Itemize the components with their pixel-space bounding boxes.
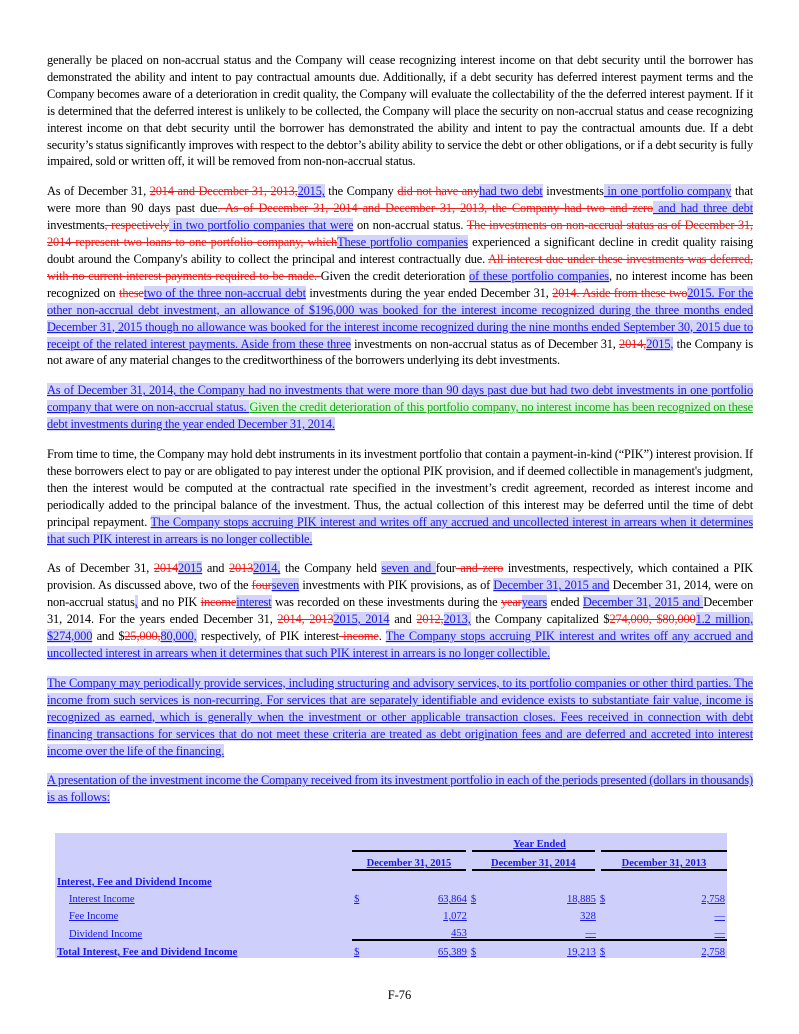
deleted-text: 2014 (153, 561, 179, 576)
inserted-text: The Company may periodically provide services, including structuring and advisory services, to its portfolio companies or other third parties. The income from such services is non-recurring. For services that are separately identifiable and evidence exists to substantiate fair value, income is recognized as earned, which is generally when the investment or other applicable transaction closes. Fees received in connection with debt financing transactions for services that do not meet these criteria are treated as debt origination fees and are deferred and accreted into interest income over the life of the financing. (47, 675, 753, 758)
paragraph-pik-holdings (47, 560, 753, 661)
document-body (47, 52, 753, 819)
inserted-text: The Company stops accruing PIK interest and writes off any accrued and uncollected interest in arrears when it determines that such PIK interest in arrears is no longer collectible. (47, 629, 753, 660)
moved-text: Given the credit deterioration of this portfolio company, no interest income has been recognized on these (249, 400, 753, 415)
deleted-text: and zero (455, 561, 504, 576)
body-text: investments (47, 218, 105, 233)
body-text: From time to time, the Company may hold debt instruments in its investment portfolio that contain a payment-in-kind (“PIK”) interest provision. If these borrowers elect to pay or are obligated to pay interest under the optional PIK provision, and if deemed collectible in management's judgment, then the interest would be computed at the contractual rate specified in the investment’s credit agreement, recorded as interest income and periodically added to the principal balance of the investment. Thus, the actual collection of this interest may be deferred until the time of debt principal repayment. (47, 447, 753, 529)
inserted-text: 2015, (297, 184, 325, 199)
inserted-text: A presentation of the investment income the Company received from its investment portfolio in each of the periods presented (dollars in thousands) is as follows: (47, 773, 753, 805)
row-label: Interest Income (69, 894, 135, 905)
inserted-text: in one portfolio company (603, 184, 732, 199)
body-text: , no interest income has been recognized on (47, 268, 753, 300)
deleted-text: . As of December 31, 2014 and December 31, 2013, the Company had two and zero (217, 201, 654, 216)
table-total-row (55, 940, 727, 958)
table-group-header-row (55, 833, 727, 851)
table-row (55, 905, 727, 922)
body-text: respectively, of PIK interest (196, 629, 339, 644)
inserted-text: seven (271, 578, 300, 593)
body-text: December 31, 2014. For the years ended December 31, (47, 595, 753, 627)
cell-value: 328 (580, 911, 596, 922)
body-text: the Company held (280, 561, 382, 576)
body-text: December 31, 2014, were on non-accrual status (47, 578, 753, 610)
inserted-text: of these portfolio companies (469, 268, 609, 283)
deleted-text: income (200, 595, 237, 610)
section-label: Interest, Fee and Dividend Income (57, 877, 212, 888)
body-text: investments during the year ended December 31, (305, 285, 553, 300)
inserted-text: 2015. For the other non-accrual debt investment, an allowance of $196,000 was booked for the interest income recognized during the three months ended December 31, 2015 though no allowance was booked for the interest income recognized during the nine months ended September 30, 2015 due to receipt of the related interest payments. Aside from these three (47, 285, 753, 351)
deleted-text: The investments on non-accrual status as of December 31, 2014 represent two loans to one portfolio company, which (47, 218, 753, 250)
cell-value: 2,758 (701, 894, 725, 905)
currency-symbol: $ (470, 894, 477, 905)
inserted-text: 2013, (443, 612, 471, 627)
inserted-text: and had three debt (653, 201, 753, 216)
cell-value: — (714, 911, 725, 922)
inserted-text: 1.2 million, $274,000 (47, 612, 754, 644)
deleted-text: income (338, 629, 379, 644)
deleted-text: All interest due under these investments was deferred, with no current interest payments required to be made. (47, 251, 753, 283)
body-text: and (202, 561, 229, 576)
table-column-header-row (55, 851, 727, 870)
body-text: and (389, 612, 417, 627)
deleted-text: 274,000, $80,000 (609, 612, 696, 627)
table-row (55, 922, 727, 940)
table-row (55, 888, 727, 905)
paragraph-table-intro (47, 772, 753, 806)
body-text: the Company (324, 184, 398, 199)
row-label: Fee Income (69, 911, 119, 922)
body-text: on non-accrual status. (353, 218, 467, 233)
currency-symbol: $ (599, 894, 606, 905)
paragraph-past-due-2014 (47, 382, 753, 433)
inserted-text: The Company stops accruing PIK interest and writes off any accrued and uncollected interest in arrears when it determines that such PIK interest in arrears is no longer collectible. (47, 514, 753, 546)
deleted-text: four (251, 578, 272, 593)
column-header-2013: December 31, 2013 (621, 858, 707, 869)
cell-value: 18,885 (567, 894, 596, 905)
paragraph-services-income (47, 675, 753, 760)
body-text: Given the credit deterioration (320, 268, 470, 283)
body-text: investments, respectively, which contained a PIK provision. As discussed above, two of the (47, 561, 754, 593)
row-label: Dividend Income (69, 929, 143, 940)
inserted-text: December 31, 2015 and (582, 595, 704, 610)
paragraph-non-accrual-policy (47, 52, 753, 170)
inserted-text: in two portfolio companies that were (169, 218, 354, 233)
deleted-text: did not have any (397, 184, 480, 199)
body-text: generally be placed on non-accrual status and the Company will cease recognizing interest income on that debt security until the borrower has demonstrated the ability and intent to pay contractual amounts due. Additionally, if a debt security has deferred interest payment terms and the Company becomes aware of a deterioration in credit quality, the Company will evaluate the collectability of the the deferred interest payment. If it is determined that the deferred interest is unlikely to be collected, the Company will place the security on non-accrual status and cease recognizing interest income on that debt security until the borrower has demonstrated the ability and intent to pay the contractual amounts due. If a debt security’s status significantly improves with respect to the debtor’s ability ability to service the debt or other obligations, or if a debt security is fully impaired, sold or written off, it will be removed from non-non-accrual status. (47, 53, 753, 169)
column-header-2015: December 31, 2015 (366, 858, 452, 869)
body-text: the Company capitalized $ (470, 612, 610, 627)
currency-symbol: $ (470, 947, 477, 958)
inserted-text: 2014, (253, 561, 281, 576)
body-text: experienced a significant decline in credit quality raising doubt around the Company's ability to collect the principal and interest contractually due. (47, 235, 754, 266)
deleted-text: 2013 (228, 561, 254, 576)
cell-value: 1,072 (443, 911, 467, 922)
inserted-text: interest (236, 595, 272, 610)
inserted-text: two of the three non-accrual debt (143, 285, 306, 300)
body-text: and $ (92, 629, 125, 644)
total-label: Total Interest, Fee and Dividend Income (57, 947, 238, 958)
paragraph-past-due-2015 (47, 183, 753, 369)
deleted-text: 2014, 2013 (277, 612, 334, 627)
body-text: the Company is not aware of any material changes to the creditworthiness of the borrowers underlying its debt investments. (47, 336, 753, 368)
body-text: four (435, 561, 456, 576)
inserted-text: debt investments during the year ended December 31, 2014. (47, 417, 335, 432)
page-number: F-76 (387, 988, 412, 1002)
paragraph-pik-policy (47, 446, 753, 547)
deleted-text: , respectively (104, 218, 170, 233)
table-section-row (55, 870, 727, 888)
body-text: that were more than 90 days past due (47, 184, 753, 216)
currency-symbol: $ (354, 894, 360, 905)
body-text: and no PIK (137, 595, 201, 610)
total-value: 2,758 (701, 947, 725, 958)
inserted-text: had two debt (479, 184, 543, 199)
deleted-text: 25,000, (124, 629, 161, 644)
deleted-text: 2014. Aside from these two (552, 285, 688, 300)
body-text: was recorded on these investments during the (271, 595, 501, 610)
inserted-text: 2015 (178, 561, 203, 576)
column-header-2014: December 31, 2014 (491, 858, 576, 869)
inserted-text: 80,000, (160, 629, 197, 644)
investment-income-table (55, 833, 727, 958)
cell-value: — (714, 928, 725, 939)
currency-symbol: $ (599, 947, 606, 958)
total-value: 65,389 (437, 947, 467, 958)
inserted-text: December 31, 2015 and (493, 578, 610, 593)
inserted-text: 2015, (646, 336, 674, 351)
body-text: As of December 31, (47, 184, 150, 199)
body-text: investments with PIK provisions, as of (299, 578, 494, 593)
deleted-text: 2014, (619, 336, 647, 351)
deleted-text: 2012, (416, 612, 444, 627)
deleted-text: 2014 and December 31, 2013, (149, 184, 298, 199)
body-text: investments on non-accrual status as of December 31, (350, 336, 620, 351)
year-ended-header: Year Ended (513, 839, 566, 850)
body-text: As of December 31, (47, 561, 154, 576)
deleted-text: year (500, 595, 522, 610)
body-text: ended (547, 595, 583, 610)
cell-value: 63,864 (437, 894, 467, 905)
inserted-text: 2015, 2014 (333, 612, 390, 627)
inserted-text: years (521, 595, 548, 610)
inserted-text: , (134, 595, 138, 610)
cell-value: 453 (451, 928, 467, 939)
currency-symbol: $ (354, 947, 360, 958)
total-value: 19,213 (567, 947, 596, 958)
deleted-text: these (119, 285, 144, 300)
body-text: . (378, 629, 386, 644)
inserted-text: These portfolio companies (337, 235, 468, 250)
inserted-text: As of December 31, 2014, the Company had no investments that were more than 90 days past due but had two debt investments in one portfolio company that were on non-accrual status. (47, 383, 753, 415)
body-text: investments (542, 184, 604, 199)
inserted-text: seven and (381, 561, 436, 576)
cell-value: — (585, 928, 596, 939)
